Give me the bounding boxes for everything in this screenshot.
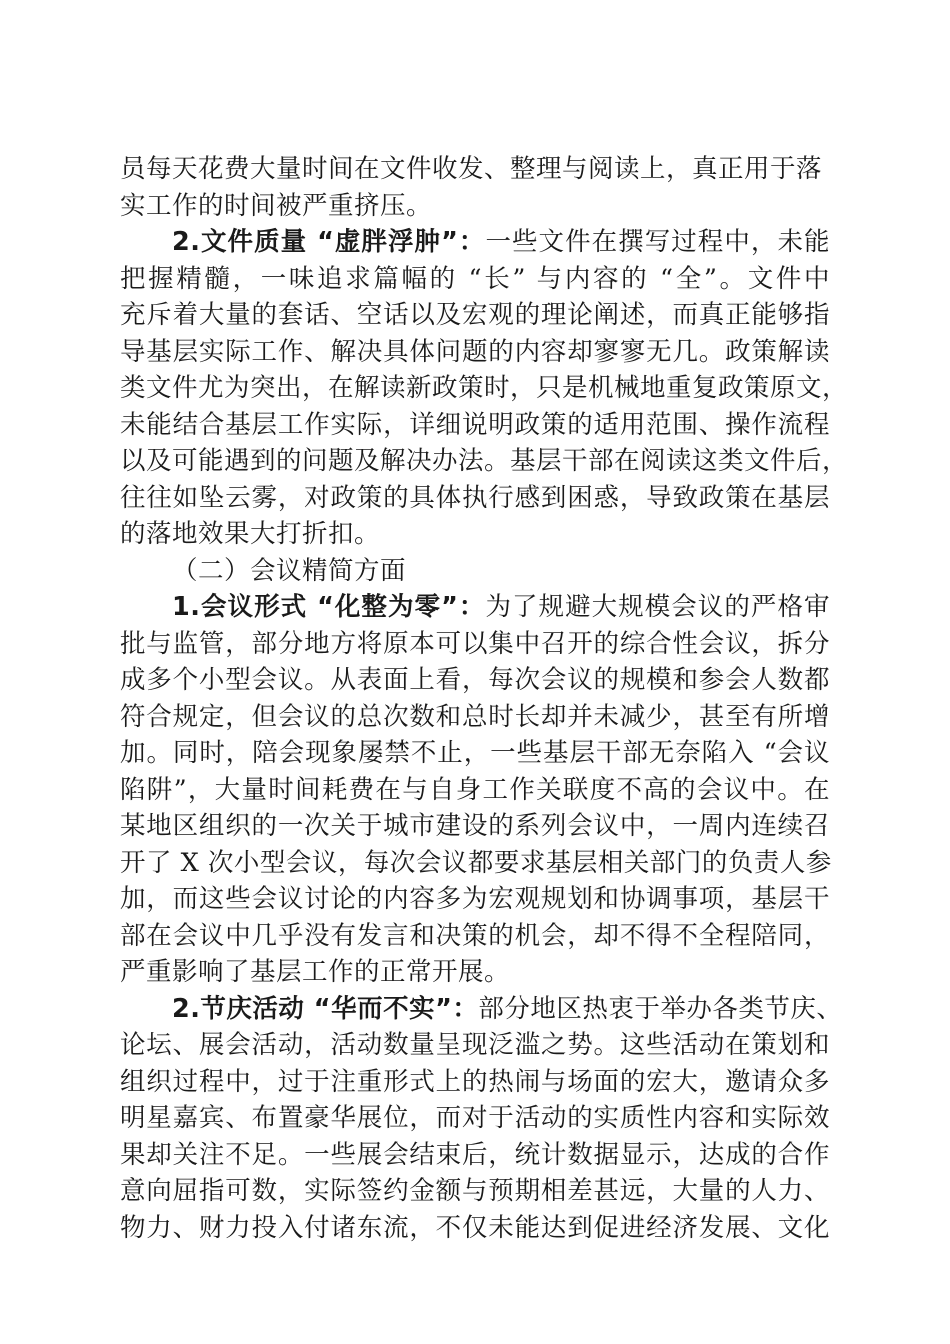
document-page — [120, 151, 849, 1246]
item-title: 1.会议形式 “化整为零”： — [172, 592, 486, 622]
body-line: 明星嘉宾、布置豪华展位，而对于活动的实质性内容和实际效 — [120, 1103, 830, 1133]
body-line: 充斥着大量的套话、空话以及宏观的理论阐述，而真正能够指 — [120, 300, 830, 330]
body-line: 把握精髓，一味追求篇幅的 “长” 与内容的 “全”。文件中 — [120, 263, 830, 294]
body-text: 一些文件在撰写过程中，未能 — [485, 227, 830, 257]
body-line: 往往如坠云雾，对政策的具体执行感到困惑，导致政策在基层 — [120, 482, 830, 513]
body-line: 物力、财力投入付诸东流，不仅未能达到促进经济发展、文化 — [120, 1212, 830, 1243]
body-line: 果却关注不足。一些展会结束后，统计数据显示，达成的合作 — [120, 1139, 830, 1170]
body-line: 符合规定，但会议的总次数和总时长却并未减少，甚至有所增 — [120, 701, 830, 732]
item-heading-line — [120, 991, 843, 1028]
body-line: 导基层实际工作、解决具体问题的内容却寥寥无几。政策解读 — [120, 336, 830, 367]
body-line: 部在会议中几乎没有发言和决策的机会，却不得不全程陪同， — [120, 920, 830, 951]
body-line: 成多个小型会议。从表面上看，每次会议的规模和参会人数都 — [120, 665, 830, 695]
body-line: 以及可能遇到的问题及解决办法。基层干部在阅读这类文件后， — [120, 446, 849, 476]
body-line: 陷阱”，大量时间耗费在与自身工作关联度不高的会议中。在 — [120, 774, 830, 805]
body-line: 意向屈指可数，实际签约金额与预期相差甚远，大量的人力、 — [120, 1176, 830, 1206]
body-line: 开了 X 次小型会议，每次会议都要求基层相关部门的负责人参 — [120, 847, 832, 878]
body-line: 实工作的时间被严重挤压。 — [120, 190, 433, 221]
body-line: 员每天花费大量时间在文件收发、整理与阅读上，真正用于落 — [120, 154, 823, 184]
body-line: 类文件尤为突出，在解读新政策时，只是机械地重复政策原文， — [120, 373, 849, 403]
item-heading-line — [120, 224, 830, 261]
body-line: 加，而这些会议讨论的内容多为宏观规划和协调事项，基层干 — [120, 884, 830, 914]
item-heading-line — [120, 589, 830, 626]
body-line: 加。同时，陪会现象屡禁不止，一些基层干部无奈陷入 “会议 — [120, 738, 830, 768]
body-line: 某地区组织的一次关于城市建设的系列会议中，一周内连续召 — [120, 811, 830, 841]
body-text: 部分地区热衷于举办各类节庆、 — [478, 993, 843, 1024]
item-title: 2.节庆活动 “华而不实”： — [172, 993, 479, 1024]
body-text: 为了规避大规模会议的严格审 — [485, 592, 830, 622]
body-line: 的落地效果大打折扣。 — [120, 519, 381, 549]
body-line: 论坛、展会活动，活动数量呈现泛滥之势。这些活动在策划和 — [120, 1030, 830, 1060]
body-line: 未能结合基层工作实际，详细说明政策的适用范围、操作流程 — [120, 409, 830, 440]
body-line: 严重影响了基层工作的正常开展。 — [120, 957, 511, 987]
body-line: 批与监管，部分地方将原本可以集中召开的综合性会议，拆分 — [120, 628, 830, 659]
section-heading: （二）会议精简方面 — [172, 555, 407, 586]
item-title: 2.文件质量 “虚胖浮肿”： — [172, 227, 486, 257]
body-line: 组织过程中，过于注重形式上的热闹与场面的宏大，邀请众多 — [120, 1066, 830, 1097]
